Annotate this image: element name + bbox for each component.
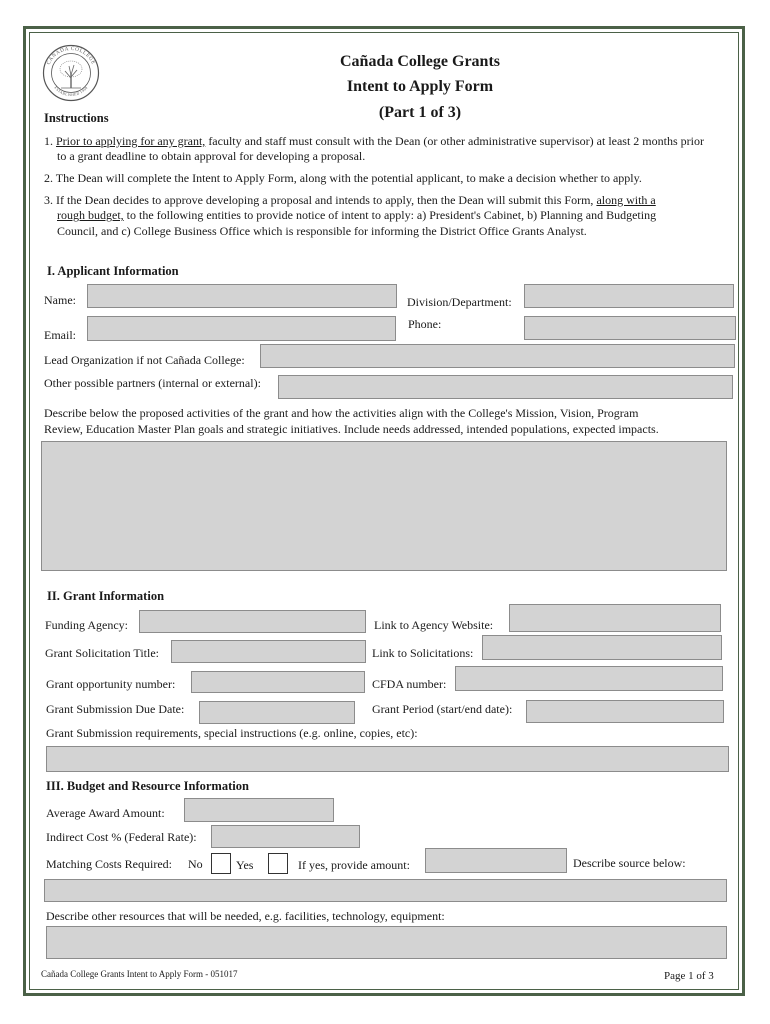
form-title-part: (Part 1 of 3) [378, 104, 462, 121]
funding-agency-field[interactable] [139, 610, 366, 633]
instruction-3 [44, 193, 656, 208]
solicitations-link-field[interactable] [482, 635, 722, 660]
if-yes-amount-label: If yes, provide amount: [298, 858, 410, 872]
partners-label: Other possible partners (internal or external): [44, 376, 261, 390]
funding-agency-label: Funding Agency: [45, 618, 128, 632]
solicitation-title-label: Grant Solicitation Title: [45, 646, 160, 660]
section-grant-heading: II. Grant Information [47, 589, 165, 603]
college-seal-logo [42, 44, 100, 102]
other-resources-field[interactable] [46, 926, 727, 959]
yes-label: Yes [236, 858, 254, 872]
indirect-cost-label: Indirect Cost % (Federal Rate): [46, 830, 197, 844]
instruction-3-line2-text: to the following entities to provide notice of intent to apply: a) President's Cabinet, b) Planning and Budgeting [123, 208, 657, 222]
no-checkbox[interactable] [211, 853, 231, 874]
describe-source-label: Describe source below: [573, 856, 686, 870]
form-title-college: Cañada College Grants [340, 53, 500, 70]
instruction-1-emphasis: Prior to applying for any grant, [56, 134, 206, 148]
avg-award-label: Average Award Amount: [46, 806, 165, 820]
seal-bottom-text: ESTABLISHED 1968 [53, 85, 89, 98]
footer-form-id: Cañada College Grants Intent to Apply Form - 051017 [41, 969, 238, 979]
phone-field[interactable] [524, 316, 736, 340]
instruction-3-emphasis-b: rough budget, [57, 208, 124, 222]
matching-amount-field[interactable] [425, 848, 567, 873]
describe-activities-line1: Describe below the proposed activities of the grant and how the activities align with the College's Mission, Vision, Program [44, 406, 639, 420]
requirements-label: Grant Submission requirements, special instructions (e.g. online, copies, etc): [46, 726, 418, 740]
instruction-2: 2. The Dean will complete the Intent to Apply Form, along with the potential applicant, to make a decision whether to apply. [44, 171, 642, 185]
due-date-label: Grant Submission Due Date: [46, 702, 185, 716]
matching-costs-label: Matching Costs Required: [46, 857, 172, 871]
solicitations-link-label: Link to Solicitations: [372, 646, 474, 660]
form-title-intent: Intent to Apply Form [346, 78, 494, 95]
email-field[interactable] [87, 316, 396, 341]
grant-period-label: Grant Period (start/end date): [372, 702, 513, 716]
avg-award-field[interactable] [184, 798, 334, 822]
division-label: Division/Department: [407, 295, 512, 309]
indirect-cost-field[interactable] [211, 825, 360, 848]
other-resources-label: Describe other resources that will be needed, e.g. facilities, technology, equipment: [46, 909, 445, 923]
instruction-3-line3: Council, and c) College Business Office which is responsible for informing the District Office Grants Analyst. [57, 224, 587, 238]
division-field[interactable] [524, 284, 734, 308]
instruction-3-line2 [57, 208, 656, 223]
instruction-3-emphasis-a: along with a [596, 193, 656, 207]
lead-org-label: Lead Organization if not Cañada College: [44, 353, 245, 367]
describe-activities-line2: Review, Education Master Plan goals and strategic initiatives. Include needs addressed, intended populations, expected impacts. [44, 422, 659, 436]
agency-website-label: Link to Agency Website: [374, 618, 494, 632]
opportunity-number-label: Grant opportunity number: [46, 677, 176, 691]
matching-source-field[interactable] [44, 879, 727, 902]
instruction-1 [44, 134, 704, 149]
agency-website-field[interactable] [509, 604, 721, 632]
seal-ring-text: CAÑADA COLLEGE [45, 45, 97, 66]
yes-checkbox[interactable] [268, 853, 288, 874]
requirements-field[interactable] [46, 746, 729, 772]
instruction-1-text: faculty and staff must consult with the Dean (or other administrative supervisor) at least 2 months prior [205, 134, 704, 148]
instruction-1-line2: to a grant deadline to obtain approval for developing a proposal. [57, 149, 366, 163]
svg-text:CAÑADA COLLEGE [46, 46, 96, 66]
instructions-heading: Instructions [44, 111, 109, 125]
lead-org-field[interactable] [260, 344, 735, 368]
cfda-number-field[interactable] [455, 666, 723, 691]
instruction-3-text: 3. If the Dean decides to approve developing a proposal and intends to apply, then the Dean will submit this Form, [44, 193, 597, 207]
name-label: Name: [44, 293, 76, 307]
due-date-field[interactable] [199, 701, 355, 724]
cfda-label: CFDA number: [372, 677, 447, 691]
email-label: Email: [44, 328, 76, 342]
activities-description-field[interactable] [41, 441, 727, 571]
partners-field[interactable] [278, 375, 733, 399]
opportunity-number-field[interactable] [191, 671, 365, 693]
no-label: No [188, 857, 203, 871]
section-applicant-heading: I. Applicant Information [47, 264, 179, 278]
section-budget-heading: III. Budget and Resource Information [46, 779, 249, 793]
page-number: Page 1 of 3 [664, 970, 714, 982]
grant-period-field[interactable] [526, 700, 724, 723]
instruction-1-number: 1. [44, 134, 56, 148]
name-field[interactable] [87, 284, 397, 308]
solicitation-title-field[interactable] [171, 640, 366, 663]
phone-label: Phone: [408, 317, 442, 331]
